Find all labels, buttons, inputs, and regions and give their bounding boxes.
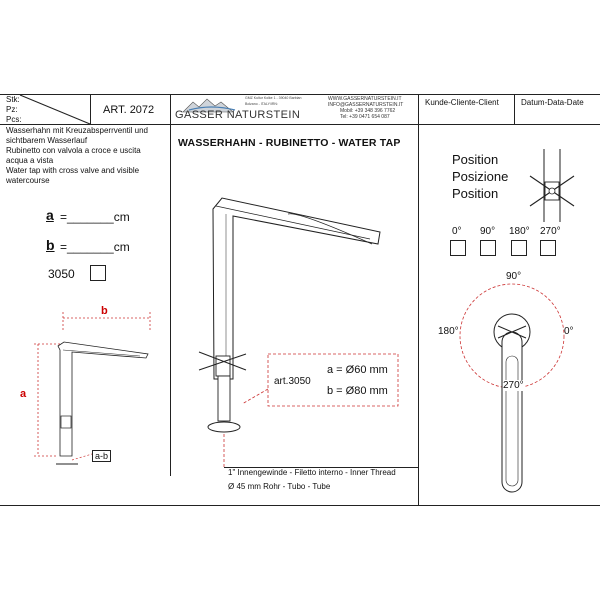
description-line: Water tap with cross valve and visible [6,166,140,175]
position-label-it: Posizione [452,169,509,184]
description-line: acqua a vista [6,156,54,165]
rotation-label-right: 0° [564,326,574,337]
company-address: GMZ Kultur Kolke 1 - 39040 Barbian [245,96,302,100]
dimension-b-field[interactable]: =_______cm [60,240,130,254]
date-label: Datum-Data-Date [521,98,584,107]
small-ab-label: a-b [92,450,111,462]
drawing-title: WASSERHAHN - RUBINETTO - WATER TAP [178,137,401,149]
description-line: sichtbarem Wasserlauf [6,136,88,145]
company-email: INFO@GASSERNATURSTEIN.IT [328,102,404,108]
position-option-label: 270° [540,226,561,237]
dimension-a-field[interactable]: =_______cm [60,210,130,224]
spec-article: art.3050 [274,376,311,387]
small-a-label: a [20,388,27,400]
rotation-label-bottom: 270° [503,380,524,391]
company-website: WWW.GASSERNATURSTEIN.IT [328,96,402,102]
stk-label: Stk: [6,95,20,104]
logo-text: GASSER NATURSTEIN [175,109,301,121]
rotation-label-left: 180° [438,326,459,337]
position-option-label: 90° [480,226,496,237]
spec-b-value: b = Ø80 mm [327,385,388,397]
position-option-label: 0° [452,226,462,237]
rotation-label-top: 90° [506,271,522,282]
position-option-label: 180° [509,226,530,237]
pcs-label: Pcs: [6,115,22,124]
tube-note: Ø 45 mm Rohr - Tubo - Tube [228,482,331,491]
description-line: Wasserhahn mit Kreuzabsperrventil und [6,126,148,135]
position-label-en: Position [452,186,499,201]
article-number: ART. 2072 [103,104,155,116]
thread-note: 1" Innengewinde - Filetto interno - Inner Thread [228,468,396,477]
client-label: Kunde-Cliente-Client [425,98,499,107]
description-line: Rubinetto con valvola a croce e uscita [6,146,141,155]
dimension-a-letter: a [46,207,54,223]
position-label-de: Position [452,152,499,167]
company-mobile: Mobil: +39 348 396 7762 [340,108,396,114]
rotation-diagram [0,94,600,506]
drawing-sheet [0,94,600,506]
pz-label: Pz: [6,105,18,114]
company-region: Bolzano - ITALY/IRN: [245,102,278,106]
dimension-b-letter: b [46,237,55,253]
small-b-label: b [101,305,108,317]
company-phone: Tel: +39 0471 654 087 [340,114,390,120]
spec-a-value: a = Ø60 mm [327,364,388,376]
product-code: 3050 [48,267,75,281]
description-line: watercourse [6,176,50,185]
